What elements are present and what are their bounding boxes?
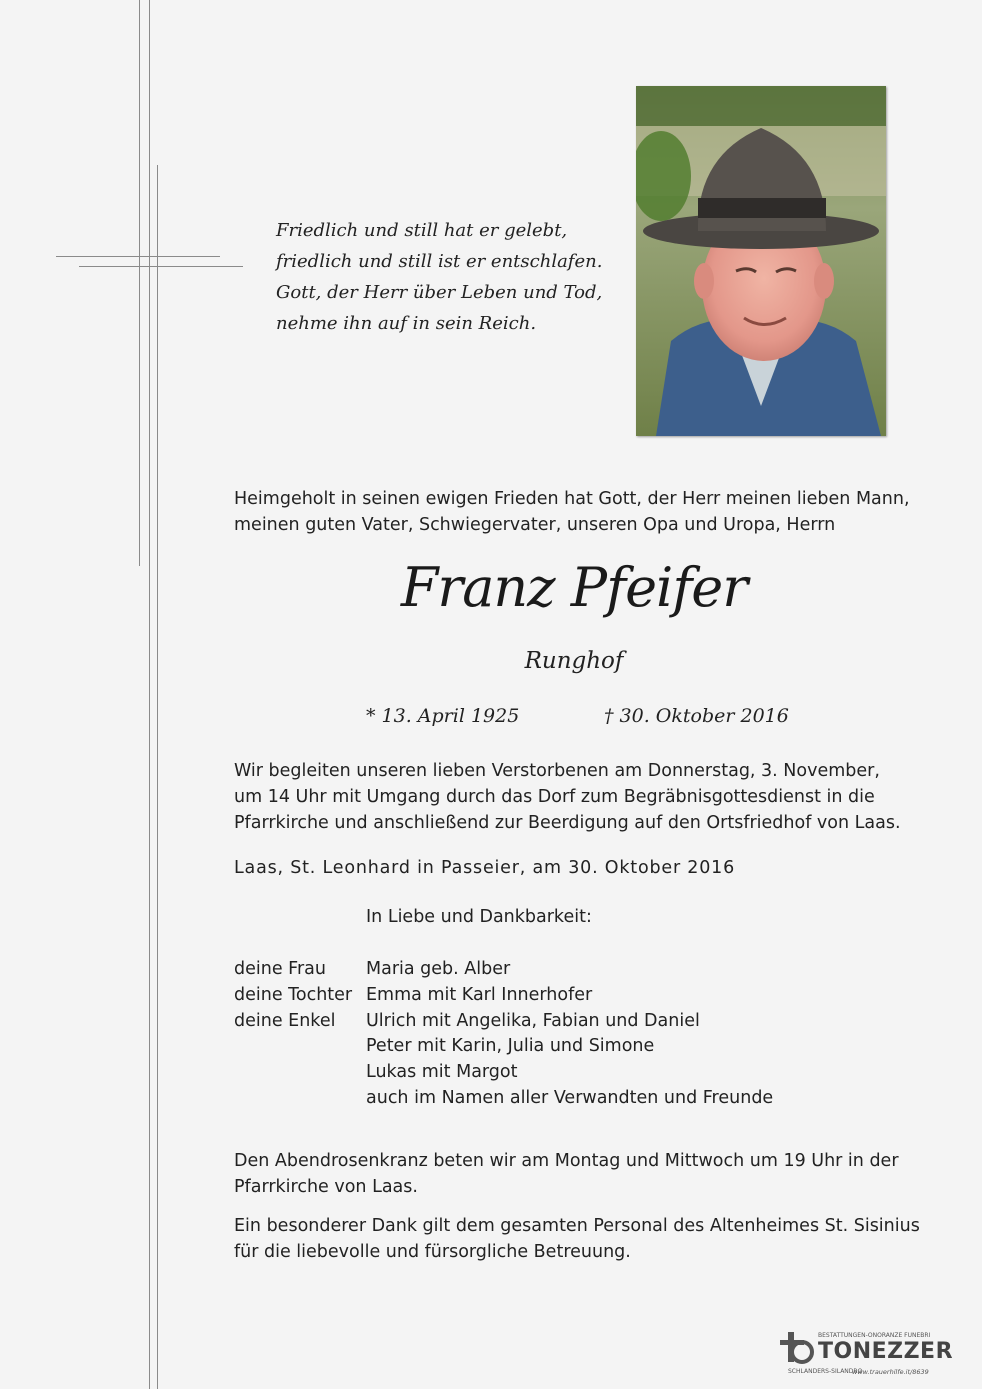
logo-locations: SCHLANDERS-SILANDRO (788, 1368, 863, 1375)
logo-brand: TONEZZER (818, 1339, 954, 1364)
deceased-name: Franz Pfeifer (400, 556, 748, 619)
thanks-line: Ein besonderer Dank gilt dem gesamten Personal des Altenheimes St. Sisinius (234, 1216, 920, 1236)
quote-line: Friedlich und still hat er gelebt, (276, 220, 568, 241)
farm-name: Runghof (524, 648, 624, 674)
logo-tagline: BESTATTUNGEN-ONORANZE FUNEBRI (818, 1332, 931, 1339)
intro-line: meinen guten Vater, Schwiegervater, unseren Opa und Uropa, Herrn (234, 515, 836, 535)
place-date: Laas, St. Leonhard in Passeier, am 30. Oktober 2016 (234, 858, 736, 878)
mourner-names: Maria geb. Alber (366, 959, 511, 979)
funeral-line: Pfarrkirche und anschließend zur Beerdigung auf den Ortsfriedhof von Laas. (234, 813, 901, 833)
mourner-names: auch im Namen aller Verwandten und Freunde (366, 1088, 774, 1108)
quote-line: friedlich und still ist er entschlafen. (276, 251, 603, 272)
mourner-names: Emma mit Karl Innerhofer (366, 985, 593, 1005)
quote-line: Gott, der Herr über Leben und Tod, (276, 282, 603, 303)
death-date: † 30. Oktober 2016 (604, 705, 789, 727)
mourner-relation: deine Tochter (234, 985, 353, 1005)
tonezzer-logo (780, 1330, 954, 1380)
rosary-line: Den Abendrosenkranz beten wir am Montag und Mittwoch um 19 Uhr in der (234, 1151, 899, 1171)
mourner-names: Peter mit Karin, Julia und Simone (366, 1036, 655, 1056)
quote-line: nehme ihn auf in sein Reich. (276, 313, 537, 334)
rosary-line: Pfarrkirche von Laas. (234, 1177, 418, 1197)
logo-web: www.trauerhilfe.it/8639 (852, 1368, 929, 1376)
mourner-names: Lukas mit Margot (366, 1062, 518, 1082)
funeral-line: Wir begleiten unseren lieben Verstorbenen am Donnerstag, 3. November, (234, 761, 880, 781)
mourner-relation: deine Enkel (234, 1011, 336, 1031)
quote-verse (276, 215, 602, 339)
thanks-line: für die liebevolle und fürsorgliche Betreuung. (234, 1242, 631, 1262)
mourner-relation: deine Frau (234, 959, 326, 979)
portrait-photo (636, 86, 886, 436)
mourner-names: Ulrich mit Angelika, Fabian und Daniel (366, 1011, 700, 1031)
funeral-line: um 14 Uhr mit Umgang durch das Dorf zum Begräbnisgottesdienst in die (234, 787, 875, 807)
birth-date: * 13. April 1925 (366, 705, 520, 727)
gratitude-text: In Liebe und Dankbarkeit: (366, 907, 592, 927)
intro-line: Heimgeholt in seinen ewigen Frieden hat Gott, der Herr meinen lieben Mann, (234, 489, 910, 509)
